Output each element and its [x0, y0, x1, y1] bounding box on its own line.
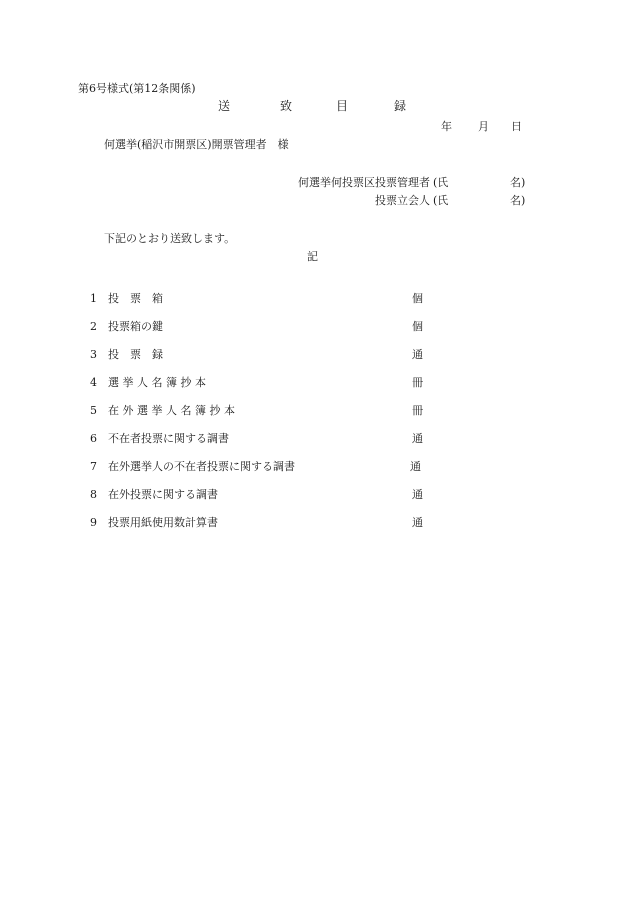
item-name: 在 外 選 挙 人 名 簿 抄 本 — [108, 404, 235, 417]
recipient-line: 何選挙(稲沢市開票区)開票管理者 様 — [104, 138, 289, 151]
item-number: 1 — [90, 292, 97, 305]
ki-heading: 記 — [307, 250, 318, 263]
item-number: 5 — [90, 404, 97, 417]
sender-witness-name-close: 名) — [510, 194, 526, 207]
form-id: 第6号様式(第12条関係) — [78, 82, 196, 95]
item-unit: 通 — [412, 516, 423, 529]
item-number: 3 — [90, 348, 97, 361]
intro-text: 下記のとおり送致します。 — [104, 232, 236, 245]
sender-witness-name-open: (氏 — [433, 194, 449, 207]
title-char-1: 送 — [218, 99, 231, 113]
item-name: 投票箱の鍵 — [108, 320, 163, 333]
item-unit: 個 — [412, 320, 423, 333]
item-name: 選 挙 人 名 簿 抄 本 — [108, 376, 206, 389]
sender-manager-label: 何選挙何投票区投票管理者 — [298, 176, 430, 189]
item-unit: 通 — [412, 488, 423, 501]
item-unit: 通 — [412, 432, 423, 445]
item-name: 不在者投票に関する調書 — [108, 432, 229, 445]
item-unit: 通 — [410, 460, 421, 473]
item-unit: 通 — [412, 348, 423, 361]
item-unit: 冊 — [412, 404, 423, 417]
sender-witness-label: 投票立会人 — [375, 194, 430, 207]
item-number: 7 — [90, 460, 97, 473]
title-char-3: 目 — [336, 99, 349, 113]
date-day: 日 — [511, 120, 522, 133]
item-number: 4 — [90, 376, 97, 389]
title-char-2: 致 — [280, 99, 293, 113]
item-unit: 個 — [412, 292, 423, 305]
date-month: 月 — [478, 120, 489, 133]
item-number: 6 — [90, 432, 97, 445]
item-name: 投票用紙使用数計算書 — [108, 516, 218, 529]
item-name: 投 票 箱 — [108, 292, 163, 305]
sender-manager-name-close: 名) — [510, 176, 526, 189]
sender-manager-name-open: (氏 — [433, 176, 449, 189]
item-unit: 冊 — [412, 376, 423, 389]
item-name: 在外選挙人の不在者投票に関する調書 — [108, 460, 295, 473]
item-number: 8 — [90, 488, 97, 501]
title-char-4: 録 — [394, 99, 407, 113]
date-year: 年 — [441, 120, 452, 133]
item-number: 9 — [90, 516, 97, 529]
item-name: 在外投票に関する調書 — [108, 488, 218, 501]
item-number: 2 — [90, 320, 97, 333]
item-name: 投 票 録 — [108, 348, 163, 361]
